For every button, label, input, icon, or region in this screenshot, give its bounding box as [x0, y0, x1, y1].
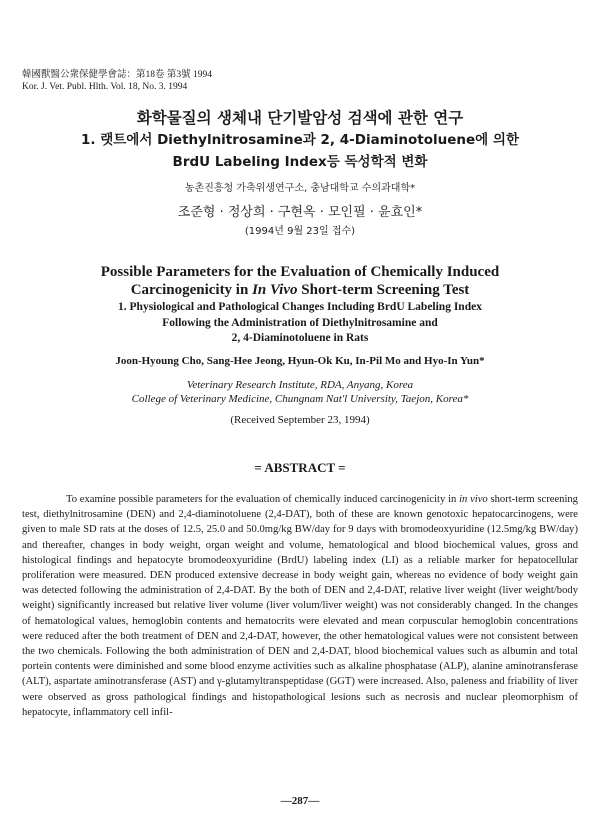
korean-title: 화학물질의 생체내 단기발암성 검색에 관한 연구 [136, 109, 464, 127]
journal-citation [22, 69, 212, 93]
english-received-date: (Received September 23, 1994) [230, 414, 370, 426]
korean-received-date: (1994년 9월 23일 접수) [244, 226, 356, 237]
abstract-text-pre: To examine possible parameters for the evaluation of chemically induced carcinogenicity in [66, 494, 460, 505]
korean-subtitle-1: 1. 랫트에서 Diethylnitrosamine과 2, 4-Diaminotoluene에 의한 [81, 132, 519, 148]
abstract-text-italic: in vivo [459, 494, 488, 505]
english-subtitle-line-1: 1. Physiological and Pathological Changes Including BrdU Labeling Index [118, 301, 482, 313]
korean-authors: 조준형 · 정상희 · 구현옥 · 모인필 · 윤효인* [177, 205, 423, 220]
english-title-pre: Carcinogenicity in [130, 282, 253, 298]
english-affiliations [0, 378, 600, 406]
korean-affiliation: 농촌진흥청 가축위생연구소, 충남대학교 수의과대학* [184, 183, 416, 194]
english-subtitle [0, 300, 600, 347]
english-title-post: Short-term Screening Test [297, 282, 470, 298]
abstract-body [22, 492, 578, 720]
korean-title-block [0, 107, 600, 173]
korean-subtitle-2: BrdU Labeling Index등 독성학적 변화 [172, 154, 428, 170]
abstract-heading: = ABSTRACT = [254, 460, 346, 475]
english-title-italic: In Vivo [252, 282, 298, 298]
english-title-line-1: Possible Parameters for the Evaluation of Chemically Induced [100, 264, 500, 280]
page-number: —287— [280, 795, 320, 807]
english-authors: Joon-Hyoung Cho, Sang-Hee Jeong, Hyun-Ok Ku, In-Pil Mo and Hyo-In Yun* [115, 355, 485, 367]
english-title-line-2 [0, 281, 600, 299]
affiliation-1: Veterinary Research Institute, RDA, Anyang, Korea [186, 379, 414, 391]
journal-citation-korean: 韓國獸醫公衆保健學會誌：第18卷 第3號 1994 [22, 70, 213, 80]
abstract-text-post: short-term screening test, diethylnitrosamine (DEN) and 2,4-diaminotoluene (2,4-DAT), both of these are known genotoxic hepatocarcinogens, were given to male SD rats at the doses of 12.5, 25.0 and 50.0mg/kg BW/day for 9 days with bromodeoxyuridine (12.5mg/kg BW/day) and thereafter, changes in body weight, organ weight and volume, hematological and blood biochemical values, gross and histological findings and hepatocyte bromodeoxyuridine (BrdU) labeling index (LI) as a reliable marker for hepatocellular proliferation were measured. DEN produced extensive decrease in body weight gain, whereas no evidence of body weight gain was detected following the administration of 2,4-DAT. By the both of DEN and 2,4-DAT, relative liver weight (liver weight/body weight) significantly increased but relative liver volume (liver volum/liver weight) was not considerably changed. In the changes of hematological values, hemoglobin contents and hematocrits were elevated and mean corpuscular hemoglobin concentrations were reduced after the both treatment of DEN and 2,4-DAT, however, the other hematological values were not consistent between the two chemicals. Following the both administration of DEN and 2,4-DAT, blood biochemical values such as albumin and total portein contents were diminished and some blood enzyme activities such as alkaline phosphatase (ALP), alanine aminotransferase (ALT), aspartate aminotransferase (AST) and γ-glutamyltranspeptidase (GGT) were increased. Also, paleness and friability of liver were observed as gross pathological findings and histopathological lesions such as necrosis and nuclear pleomorphism of hepatocyte, inflammatory cell infil- [22, 494, 578, 718]
english-subtitle-line-3: 2, 4-Diaminotoluene in Rats [231, 332, 369, 344]
english-subtitle-line-2: Following the Administration of Diethylnitrosamine and [162, 316, 438, 329]
journal-citation-english: Kor. J. Vet. Publ. Hlth. Vol. 18, No. 3. 1994 [22, 82, 188, 92]
affiliation-2: College of Veterinary Medicine, Chungnam Nat'l University, Taejon, Korea* [131, 393, 469, 405]
english-title [0, 263, 600, 299]
